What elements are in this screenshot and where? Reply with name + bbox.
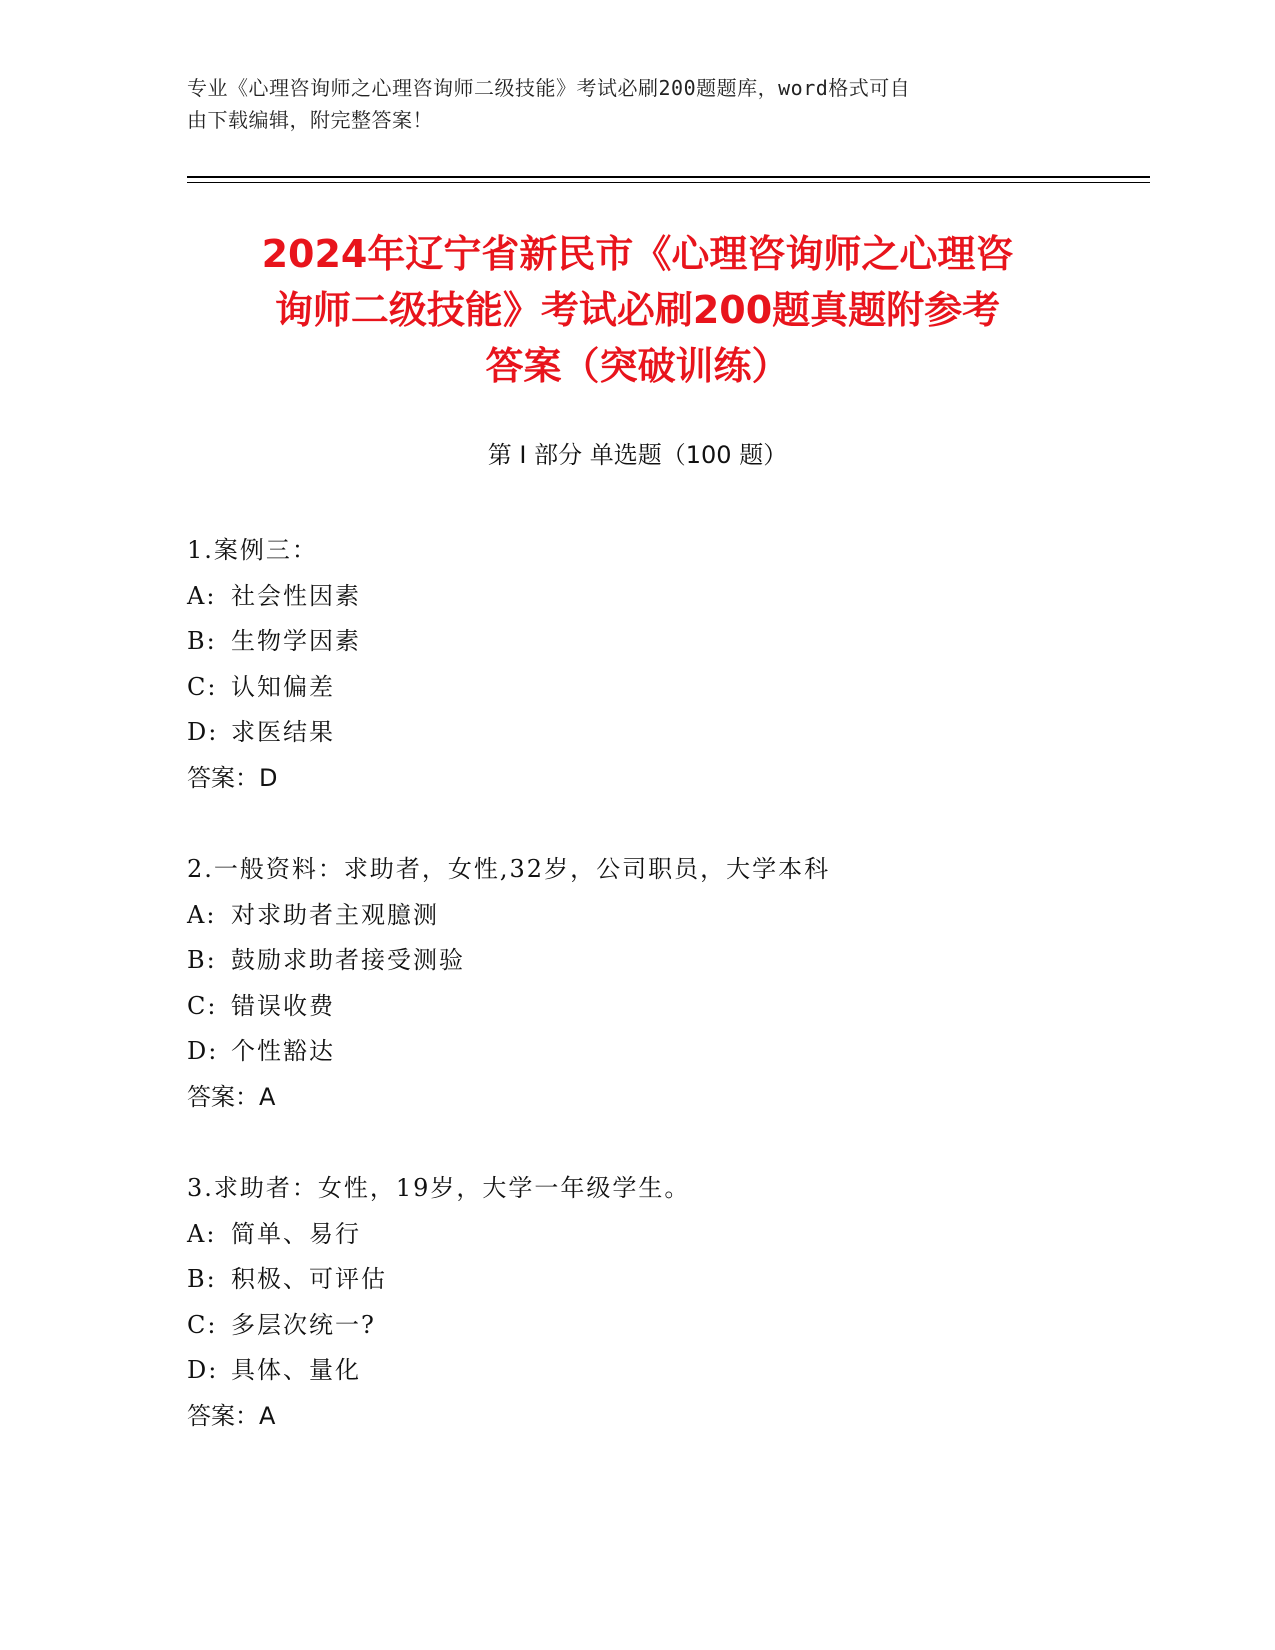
- option-d: [187, 1029, 1137, 1075]
- document-title: [170, 226, 1105, 394]
- title-line-3: 答案（突破训练）: [485, 344, 790, 388]
- title-line-2: 询师二级技能》考试必刷200题真题附参考: [274, 288, 1001, 332]
- question-2: [187, 847, 1137, 1120]
- option-text: 具体、量化: [231, 1356, 361, 1384]
- question-list: [187, 528, 1137, 1485]
- option-key: D:: [187, 1037, 219, 1065]
- option-text: 多层次统一?: [231, 1310, 376, 1339]
- option-a: [187, 1212, 1137, 1258]
- option-d: [187, 1348, 1137, 1394]
- option-text: 认知偏差: [231, 672, 335, 701]
- option-a: [187, 893, 1137, 939]
- option-c: [187, 984, 1137, 1030]
- option-text: 对求助者主观臆测: [231, 900, 439, 929]
- option-c: [187, 1303, 1137, 1349]
- option-key: B:: [187, 946, 217, 974]
- title-line-1: 2024年辽宁省新民市《心理咨询师之心理咨: [261, 232, 1014, 276]
- option-d: [187, 710, 1137, 756]
- option-key: A:: [187, 900, 217, 929]
- header-note-line-2: 由下载编辑，附完整答案！: [187, 108, 433, 132]
- answer: 答案：D: [187, 763, 278, 792]
- question-stem: 3.求助者：女性，19岁，大学一年级学生。: [187, 1174, 691, 1202]
- question-1: [187, 528, 1137, 801]
- header-divider-thick: [187, 176, 1150, 178]
- option-key: D:: [187, 1356, 219, 1384]
- option-key: D:: [187, 718, 219, 746]
- option-text: 社会性因素: [231, 581, 361, 610]
- option-b: [187, 1257, 1137, 1303]
- answer: 答案：A: [187, 1082, 276, 1111]
- question-stem: 2.一般资料：求助者，女性,32岁，公司职员，大学本科: [187, 855, 831, 883]
- option-b: [187, 619, 1137, 665]
- option-text: 个性豁达: [231, 1037, 335, 1065]
- option-c: [187, 665, 1137, 711]
- option-text: 错误收费: [231, 991, 335, 1020]
- header-divider-thin: [187, 182, 1150, 183]
- header-note-line-1: 专业《心理咨询师之心理咨询师二级技能》考试必刷200题题库，word格式可自: [187, 76, 911, 100]
- option-a: [187, 574, 1137, 620]
- option-key: C:: [187, 991, 218, 1020]
- option-key: C:: [187, 672, 218, 701]
- option-text: 生物学因素: [231, 627, 361, 655]
- option-key: C:: [187, 1310, 218, 1339]
- option-b: [187, 938, 1137, 984]
- header-note: [187, 72, 1067, 136]
- option-text: 简单、易行: [231, 1219, 361, 1248]
- option-key: B:: [187, 627, 217, 655]
- answer: 答案：A: [187, 1401, 276, 1430]
- option-key: A:: [187, 581, 217, 610]
- question-3: [187, 1166, 1137, 1439]
- option-text: 积极、可评估: [231, 1265, 387, 1293]
- option-key: A:: [187, 1219, 217, 1248]
- option-key: B:: [187, 1265, 217, 1293]
- option-text: 求医结果: [231, 718, 335, 746]
- section-heading: 第 I 部分 单选题（100 题）: [487, 441, 788, 469]
- question-stem: 1.案例三：: [187, 536, 318, 564]
- option-text: 鼓励求助者接受测验: [231, 946, 465, 974]
